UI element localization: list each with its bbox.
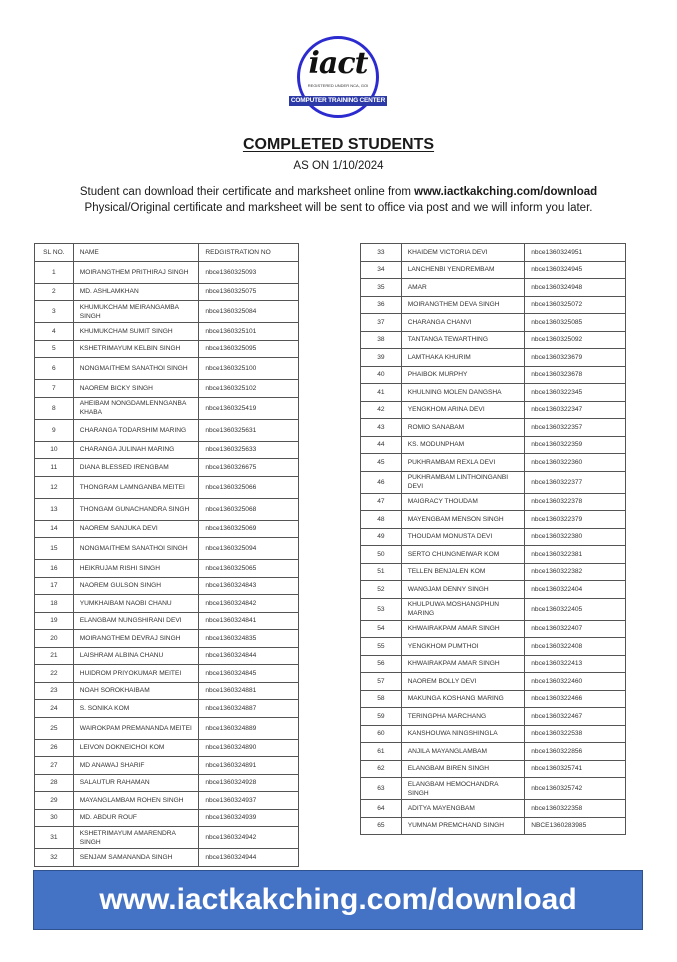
name-cell: KHUMUKCHAM SUMIT SINGH <box>73 323 199 341</box>
name-cell: AMAR <box>401 279 525 297</box>
table-row <box>35 301 299 323</box>
sl-no-cell: 52 <box>361 581 402 599</box>
name-cell: KANSHOUWA NINGSHINGLA <box>401 725 525 743</box>
sl-no-cell: 61 <box>361 743 402 761</box>
page-title <box>0 136 677 154</box>
name-cell: MD. ASHLAMKHAN <box>73 283 199 301</box>
sl-no-cell: 53 <box>361 598 402 620</box>
name-cell: LANCHENBI YENDREMBAM <box>401 261 525 279</box>
logo-band: COMPUTER TRAINING CENTER <box>290 97 386 104</box>
name-cell: LEIVON DOKNEICHOI KOM <box>73 739 199 757</box>
registration-no-cell: nbce1360324944 <box>199 849 299 867</box>
registration-no-cell: nbce1360322357 <box>525 419 626 437</box>
name-cell: YUMNAM PREMCHAND SINGH <box>401 817 525 835</box>
table-row <box>35 380 299 398</box>
name-cell: DIANA BLESSED IRENGBAM <box>73 459 199 477</box>
table-row <box>361 546 626 564</box>
sl-no-cell: 50 <box>361 546 402 564</box>
table-row <box>35 397 299 419</box>
name-cell: YUMKHAIBAM NAOBI CHANU <box>73 595 199 613</box>
name-cell: KHWAIRAKPAM AMAR SINGH <box>401 655 525 673</box>
sl-no-cell: 31 <box>35 827 74 849</box>
name-cell: PHAIBOK MURPHY <box>401 366 525 384</box>
registration-no-cell: nbce1360325633 <box>199 441 299 459</box>
table-row <box>35 612 299 630</box>
sl-no-cell: 5 <box>35 340 74 358</box>
table-row <box>35 459 299 477</box>
registration-no-cell: nbce1360324841 <box>199 612 299 630</box>
sl-no-cell: 23 <box>35 682 74 700</box>
sl-no-cell: 27 <box>35 757 74 775</box>
registration-no-cell: nbce1360325093 <box>199 261 299 283</box>
sl-no-cell: 7 <box>35 380 74 398</box>
download-note-text: Student can download their certificate and marksheet online from <box>79 186 415 198</box>
registration-no-cell: nbce1360325100 <box>199 358 299 380</box>
name-cell: AHEIBAM NONGDAMLENNGANBA KHABA <box>73 397 199 419</box>
registration-no-cell: nbce1360322345 <box>525 384 626 402</box>
sl-no-cell: 28 <box>35 774 74 792</box>
sl-no-cell: 12 <box>35 476 74 498</box>
sl-no-cell: 48 <box>361 511 402 529</box>
registration-no-cell: nbce1360322347 <box>525 401 626 419</box>
registration-no-cell: nbce1360322413 <box>525 655 626 673</box>
name-cell: MAIGRACY THOUDAM <box>401 493 525 511</box>
sl-no-cell: 57 <box>361 673 402 691</box>
registration-no-cell: nbce1360325102 <box>199 380 299 398</box>
name-cell: PUKHRAMBAM REXLA DEVI <box>401 454 525 472</box>
table-row <box>361 690 626 708</box>
name-cell: NAOREM SANJUKA DEVI <box>73 520 199 538</box>
table-row <box>35 757 299 775</box>
sl-no-cell: 41 <box>361 384 402 402</box>
sl-no-cell: 14 <box>35 520 74 538</box>
registration-no-cell: nbce1360322378 <box>525 493 626 511</box>
table-row <box>35 700 299 718</box>
name-cell: KS. MODUNPHAM <box>401 436 525 454</box>
sl-no-cell: 46 <box>361 471 402 493</box>
table-row <box>361 563 626 581</box>
name-cell: MOIRANGTHEM DEVRAJ SINGH <box>73 630 199 648</box>
sl-no-cell: 16 <box>35 560 74 578</box>
registration-no-cell: nbce1360323678 <box>525 366 626 384</box>
table-row <box>361 598 626 620</box>
name-cell: MOIRANGTHEM DEVA SINGH <box>401 296 525 314</box>
registration-no-cell: nbce1360322407 <box>525 620 626 638</box>
registration-no-cell: NBCE1360283985 <box>525 817 626 835</box>
table-row <box>361 314 626 332</box>
name-cell: LAISHRAM ALBINA CHANU <box>73 647 199 665</box>
sl-no-cell: 10 <box>35 441 74 459</box>
name-cell: PUKHRAMBAM LINTHOINGANBI DEVI <box>401 471 525 493</box>
sl-no-cell: 9 <box>35 419 74 441</box>
table-row <box>361 581 626 599</box>
registration-no-cell: nbce1360325092 <box>525 331 626 349</box>
table-row <box>361 778 626 800</box>
registration-no-cell: nbce1360324937 <box>199 792 299 810</box>
sl-no-cell: 6 <box>35 358 74 380</box>
name-cell: YENGKHOM PUMTHOI <box>401 638 525 656</box>
name-cell: KHULNING MOLEN DANGSHA <box>401 384 525 402</box>
students-table-right <box>360 243 626 835</box>
table-row <box>35 358 299 380</box>
registration-no-cell: nbce1360322466 <box>525 690 626 708</box>
sl-no-cell: 35 <box>361 279 402 297</box>
registration-no-cell: nbce1360324835 <box>199 630 299 648</box>
table-row <box>361 331 626 349</box>
table-row <box>361 471 626 493</box>
sl-no-cell: 32 <box>35 849 74 867</box>
table-row <box>35 498 299 520</box>
name-cell: THOUDAM MONUSTA DEVI <box>401 528 525 546</box>
table-row <box>35 538 299 560</box>
registration-no-cell: nbce1360322382 <box>525 563 626 581</box>
name-cell: ELANGBAM NUNGSHIRANI DEVI <box>73 612 199 630</box>
name-cell: NAOREM BOLLY DEVI <box>401 673 525 691</box>
name-cell: MAKUNGA KOSHANG MARING <box>401 690 525 708</box>
table-row <box>361 528 626 546</box>
table-row <box>35 340 299 358</box>
sl-no-cell: 25 <box>35 717 74 739</box>
table-row <box>35 682 299 700</box>
sl-no-cell: 40 <box>361 366 402 384</box>
sl-no-cell: 24 <box>35 700 74 718</box>
sl-no-cell: 17 <box>35 577 74 595</box>
registration-no-cell: nbce1360324887 <box>199 700 299 718</box>
name-cell: TANTANGA TEWARTHING <box>401 331 525 349</box>
name-cell: ADITYA MAYENGBAM <box>401 800 525 818</box>
sl-no-cell: 37 <box>361 314 402 332</box>
table-row <box>35 630 299 648</box>
name-cell: THONGRAM LAMNGANBA MEITEI <box>73 476 199 498</box>
sl-no-cell: 34 <box>361 261 402 279</box>
table-row <box>361 800 626 818</box>
sl-no-cell: 8 <box>35 397 74 419</box>
registration-no-cell: nbce1360324891 <box>199 757 299 775</box>
registration-no-cell: nbce1360325741 <box>525 760 626 778</box>
registration-no-cell: nbce1360324843 <box>199 577 299 595</box>
table-row <box>35 739 299 757</box>
name-cell: SENJAM SAMANANDA SINGH <box>73 849 199 867</box>
students-table-left <box>34 243 299 867</box>
table-row <box>35 665 299 683</box>
table-row <box>361 454 626 472</box>
sl-no-cell: 63 <box>361 778 402 800</box>
registration-no-cell: nbce1360324951 <box>525 244 626 262</box>
table-row <box>35 827 299 849</box>
sl-no-cell: 54 <box>361 620 402 638</box>
sl-no-cell: 20 <box>35 630 74 648</box>
name-cell: S. SONIKA KOM <box>73 700 199 718</box>
download-link[interactable]: www.iactkakching.com/download <box>414 186 598 198</box>
name-cell: YENGKHOM ARINA DEVI <box>401 401 525 419</box>
registration-no-cell: nbce1360325084 <box>199 301 299 323</box>
table-row <box>361 401 626 419</box>
table-row <box>361 655 626 673</box>
sl-no-cell: 62 <box>361 760 402 778</box>
sl-no-cell: 13 <box>35 498 74 520</box>
table-row <box>361 366 626 384</box>
sl-no-cell: 21 <box>35 647 74 665</box>
sl-no-cell: 29 <box>35 792 74 810</box>
table-row <box>35 792 299 810</box>
name-cell: CHARANGA TODARSHIM MARING <box>73 419 199 441</box>
name-cell: ELANGBAM HEMOCHANDRA SINGH <box>401 778 525 800</box>
table-row <box>35 520 299 538</box>
name-cell: WANGJAM DENNY SINGH <box>401 581 525 599</box>
sl-no-cell: 26 <box>35 739 74 757</box>
post-note: Physical/Original certificate and marksheet will be sent to office via post and we will inform you later. <box>84 202 593 214</box>
name-cell: CHARANGA CHANVI <box>401 314 525 332</box>
name-cell: MAYANGLAMBAM ROHEN SINGH <box>73 792 199 810</box>
registration-no-cell: nbce1360325065 <box>199 560 299 578</box>
sl-no-cell: 65 <box>361 817 402 835</box>
download-url-banner[interactable]: www.iactkakching.com/download <box>33 870 643 930</box>
registration-no-cell: nbce1360324881 <box>199 682 299 700</box>
registration-no-cell: nbce1360325068 <box>199 498 299 520</box>
registration-no-cell: nbce1360322358 <box>525 800 626 818</box>
registration-no-cell: nbce1360322380 <box>525 528 626 546</box>
table-row <box>35 717 299 739</box>
sl-no-cell: 2 <box>35 283 74 301</box>
table-row <box>35 774 299 792</box>
registration-no-cell: nbce1360322381 <box>525 546 626 564</box>
table-row <box>35 283 299 301</box>
page-title-text: COMPLETED STUDENTS <box>242 136 435 153</box>
table-row <box>35 577 299 595</box>
registration-no-cell: nbce1360324939 <box>199 809 299 827</box>
table-row <box>361 261 626 279</box>
registration-no-cell: nbce1360325631 <box>199 419 299 441</box>
sl-no-cell: 59 <box>361 708 402 726</box>
table-row <box>361 436 626 454</box>
name-cell: MD. ABDUR ROUF <box>73 809 199 827</box>
registration-no-cell: nbce1360322377 <box>525 471 626 493</box>
table-row <box>361 620 626 638</box>
table-row <box>361 349 626 367</box>
column-header: SL NO. <box>35 244 74 262</box>
sl-no-cell: 15 <box>35 538 74 560</box>
sl-no-cell: 3 <box>35 301 74 323</box>
name-cell: KSHETRIMAYUM AMARENDRA SINGH <box>73 827 199 849</box>
name-cell: CHARANGA JULINAH MARING <box>73 441 199 459</box>
column-header: REDGISTRATION NO <box>199 244 299 262</box>
name-cell: KSHETRIMAYUM KELBIN SINGH <box>73 340 199 358</box>
sl-no-cell: 43 <box>361 419 402 437</box>
name-cell: KHAIDEM VICTORIA DEVI <box>401 244 525 262</box>
sl-no-cell: 4 <box>35 323 74 341</box>
registration-no-cell: nbce1360322460 <box>525 673 626 691</box>
registration-no-cell: nbce1360322405 <box>525 598 626 620</box>
registration-no-cell: nbce1360325101 <box>199 323 299 341</box>
table-row <box>35 809 299 827</box>
download-note <box>0 186 677 198</box>
registration-no-cell: nbce1360322408 <box>525 638 626 656</box>
iact-logo <box>290 36 386 120</box>
table-row <box>361 708 626 726</box>
name-cell: KHULPUWA MOSHANGPHUN MARING <box>401 598 525 620</box>
table-row <box>361 511 626 529</box>
logo-registration-text: REGISTERED UNDER NCA, GOI <box>307 83 369 88</box>
table-row <box>361 725 626 743</box>
registration-no-cell: nbce1360322360 <box>525 454 626 472</box>
name-cell: ELANGBAM BIREN SINGH <box>401 760 525 778</box>
name-cell: TERINGPHA MARCHANG <box>401 708 525 726</box>
registration-no-cell: nbce1360324889 <box>199 717 299 739</box>
name-cell: LAMTHAKA KHURIM <box>401 349 525 367</box>
registration-no-cell: nbce1360325075 <box>199 283 299 301</box>
registration-no-cell: nbce1360324842 <box>199 595 299 613</box>
registration-no-cell: nbce1360322538 <box>525 725 626 743</box>
registration-no-cell: nbce1360324928 <box>199 774 299 792</box>
registration-no-cell: nbce1360326675 <box>199 459 299 477</box>
sl-no-cell: 45 <box>361 454 402 472</box>
registration-no-cell: nbce1360322404 <box>525 581 626 599</box>
sl-no-cell: 55 <box>361 638 402 656</box>
registration-no-cell: nbce1360324845 <box>199 665 299 683</box>
table-row <box>361 673 626 691</box>
table-row <box>361 760 626 778</box>
table-row <box>361 279 626 297</box>
registration-no-cell: nbce1360322856 <box>525 743 626 761</box>
sl-no-cell: 39 <box>361 349 402 367</box>
registration-no-cell: nbce1360325742 <box>525 778 626 800</box>
table-row <box>35 560 299 578</box>
registration-no-cell: nbce1360325094 <box>199 538 299 560</box>
table-row <box>361 244 626 262</box>
registration-no-cell: nbce1360324942 <box>199 827 299 849</box>
sl-no-cell: 11 <box>35 459 74 477</box>
registration-no-cell: nbce1360323679 <box>525 349 626 367</box>
sl-no-cell: 33 <box>361 244 402 262</box>
registration-no-cell: nbce1360325095 <box>199 340 299 358</box>
name-cell: MAYENGBAM MENSON SINGH <box>401 511 525 529</box>
table-row <box>361 296 626 314</box>
registration-no-cell: nbce1360325072 <box>525 296 626 314</box>
sl-no-cell: 47 <box>361 493 402 511</box>
table-row <box>361 638 626 656</box>
table-header-row <box>35 244 299 262</box>
sl-no-cell: 58 <box>361 690 402 708</box>
registration-no-cell: nbce1360322467 <box>525 708 626 726</box>
registration-no-cell: nbce1360325419 <box>199 397 299 419</box>
column-header: NAME <box>73 244 199 262</box>
name-cell: NOAH SOROKHAIBAM <box>73 682 199 700</box>
table-row <box>35 849 299 867</box>
registration-no-cell: nbce1360325066 <box>199 476 299 498</box>
as-on-date: AS ON 1/10/2024 <box>293 160 384 172</box>
table-row <box>35 647 299 665</box>
name-cell: NAOREM BICKY SINGH <box>73 380 199 398</box>
name-cell: HUIDROM PRIYOKUMAR MEITEI <box>73 665 199 683</box>
name-cell: NAOREM GULSON SINGH <box>73 577 199 595</box>
table-row <box>361 743 626 761</box>
table-row <box>361 419 626 437</box>
name-cell: KHWAIRAKPAM AMAR SINGH <box>401 620 525 638</box>
registration-no-cell: nbce1360322359 <box>525 436 626 454</box>
registration-no-cell: nbce1360325085 <box>525 314 626 332</box>
table-row <box>361 817 626 835</box>
table-row <box>35 261 299 283</box>
name-cell: SALAUTUR RAHAMAN <box>73 774 199 792</box>
name-cell: ROMIO SANABAM <box>401 419 525 437</box>
sl-no-cell: 22 <box>35 665 74 683</box>
sl-no-cell: 64 <box>361 800 402 818</box>
sl-no-cell: 19 <box>35 612 74 630</box>
sl-no-cell: 42 <box>361 401 402 419</box>
table-row <box>361 384 626 402</box>
sl-no-cell: 44 <box>361 436 402 454</box>
name-cell: NONGMAITHEM SANATHOI SINGH <box>73 358 199 380</box>
registration-no-cell: nbce1360324945 <box>525 261 626 279</box>
name-cell: TELLEN BENJALEN KOM <box>401 563 525 581</box>
name-cell: MD ANAWAJ SHARIF <box>73 757 199 775</box>
name-cell: HEIKRUJAM RISHI SINGH <box>73 560 199 578</box>
name-cell: MOIRANGTHEM PRITHIRAJ SINGH <box>73 261 199 283</box>
sl-no-cell: 18 <box>35 595 74 613</box>
sl-no-cell: 51 <box>361 563 402 581</box>
name-cell: SERTO CHUNGNEIWAR KOM <box>401 546 525 564</box>
name-cell: WAIROKPAM PREMANANDA MEITEI <box>73 717 199 739</box>
name-cell: NONGMAITHEM SANATHOI SINGH <box>73 538 199 560</box>
logo-wordmark: iact <box>308 46 368 81</box>
sl-no-cell: 56 <box>361 655 402 673</box>
table-row <box>35 323 299 341</box>
table-row <box>35 595 299 613</box>
name-cell: ANJILA MAYANGLAMBAM <box>401 743 525 761</box>
table-row <box>361 493 626 511</box>
registration-no-cell: nbce1360322379 <box>525 511 626 529</box>
sl-no-cell: 60 <box>361 725 402 743</box>
name-cell: THONGAM GUNACHANDRA SINGH <box>73 498 199 520</box>
registration-no-cell: nbce1360325069 <box>199 520 299 538</box>
sl-no-cell: 30 <box>35 809 74 827</box>
sl-no-cell: 49 <box>361 528 402 546</box>
sl-no-cell: 36 <box>361 296 402 314</box>
registration-no-cell: nbce1360324890 <box>199 739 299 757</box>
name-cell: KHUMUKCHAM MEIRANGAMBA SINGH <box>73 301 199 323</box>
registration-no-cell: nbce1360324948 <box>525 279 626 297</box>
registration-no-cell: nbce1360324844 <box>199 647 299 665</box>
table-row <box>35 441 299 459</box>
table-row <box>35 476 299 498</box>
sl-no-cell: 38 <box>361 331 402 349</box>
table-row <box>35 419 299 441</box>
sl-no-cell: 1 <box>35 261 74 283</box>
